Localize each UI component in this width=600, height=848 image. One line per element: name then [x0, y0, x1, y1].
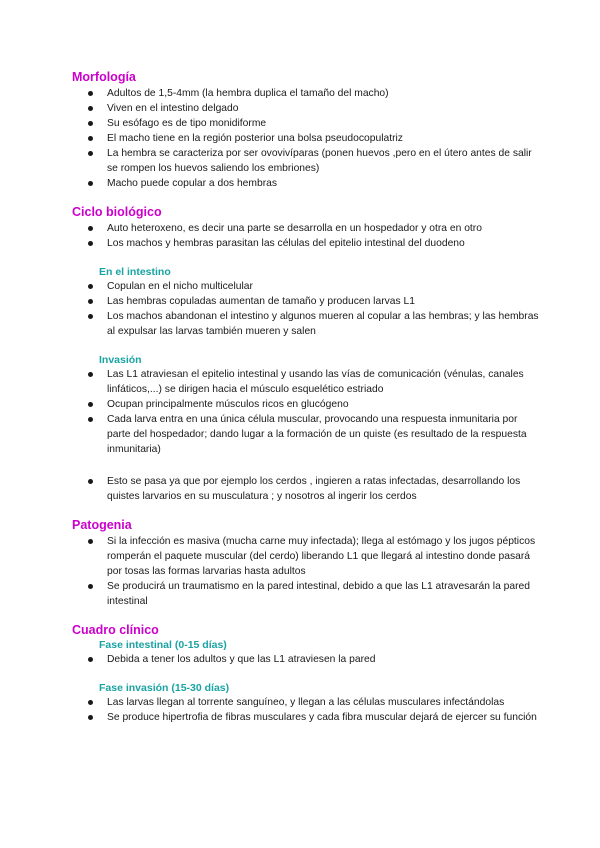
- document-content: [72, 70, 542, 725]
- list-item: La hembra se caracteriza por ser ovovivíparas (ponen huevos ,pero en el útero antes de salir se rompen los huevos saliendo los embriones): [72, 146, 542, 176]
- list-fase-invasion: [72, 695, 542, 725]
- list-ciclo: [72, 221, 542, 251]
- heading-patogenia: Patogenia: [72, 518, 132, 532]
- heading-cuadro-clinico: Cuadro clínico: [72, 623, 159, 637]
- list-item: Las L1 atraviesan el epitelio intestinal y usando las vías de comunicación (vénulas, canales linfáticos,...) se dirigen hacia el músculo esquelético estriado: [72, 367, 542, 397]
- subheading-fase-invasion: Fase invasión (15-30 días): [99, 682, 230, 694]
- list-item: Auto heteroxeno, es decir una parte se desarrolla en un hospedador y otra en otro: [72, 221, 542, 236]
- list-item: Se producirá un traumatismo en la pared intestinal, debido a que las L1 atravesarán la pared intestinal: [72, 579, 542, 609]
- list-item: Si la infección es masiva (mucha carne muy infectada); llega al estómago y los jugos pépticos romperán el paquete muscular (del cerdo) liberando L1 que llegará al intestino donde pasará por tosas las formas larvarias hasta adultos: [72, 534, 542, 579]
- subheading-en-el-intestino: En el intestino: [99, 266, 171, 278]
- list-item: Las hembras copuladas aumentan de tamaño y producen larvas L1: [72, 294, 542, 309]
- list-item: Debida a tener los adultos y que las L1 atraviesen la pared: [72, 652, 542, 667]
- list-item: Cada larva entra en una única célula muscular, provocando una respuesta inmunitaria por parte del hospedador; dando lugar a la formación de un quiste (es resultado de la respuesta inmunitaria): [72, 412, 542, 457]
- list-intestino: [72, 279, 542, 339]
- list-item: El macho tiene en la región posterior una bolsa pseudocopulatriz: [72, 131, 542, 146]
- subheading-fase-intestinal: Fase intestinal (0-15 días): [99, 639, 227, 651]
- list-item: Adultos de 1,5-4mm (la hembra duplica el tamaño del macho): [72, 86, 542, 101]
- list-item: Los machos abandonan el intestino y algunos mueren al copular a las hembras; y las hembras al expulsar las larvas también mueren y salen: [72, 309, 542, 339]
- list-item: Viven en el intestino delgado: [72, 101, 542, 116]
- list-invasion: [72, 367, 542, 457]
- list-item: Se produce hipertrofia de fibras musculares y cada fibra muscular dejará de ejercer su función: [72, 710, 542, 725]
- list-morfologia: [72, 86, 542, 191]
- list-item: Las larvas llegan al torrente sanguíneo, y llegan a las células musculares infectándolas: [72, 695, 542, 710]
- heading-ciclo-biologico: Ciclo biológico: [72, 205, 162, 219]
- list-item: Esto se pasa ya que por ejemplo los cerdos , ingieren a ratas infectadas, desarrollando los quistes larvarios en su musculatura ; y nosotros al ingerir los cerdos: [72, 474, 542, 504]
- list-item: Su esófago es de tipo monidiforme: [72, 116, 542, 131]
- list-invasion-extra: [72, 474, 542, 504]
- list-item: Copulan en el nicho multicelular: [72, 279, 542, 294]
- heading-morfologia: Morfología: [72, 70, 136, 84]
- list-patogenia: [72, 534, 542, 609]
- list-item: Macho puede copular a dos hembras: [72, 176, 542, 191]
- list-fase-intestinal: [72, 652, 542, 667]
- list-item: Ocupan principalmente músculos ricos en glucógeno: [72, 397, 542, 412]
- list-item: Los machos y hembras parasitan las células del epitelio intestinal del duodeno: [72, 236, 542, 251]
- subheading-invasion: Invasión: [99, 354, 142, 366]
